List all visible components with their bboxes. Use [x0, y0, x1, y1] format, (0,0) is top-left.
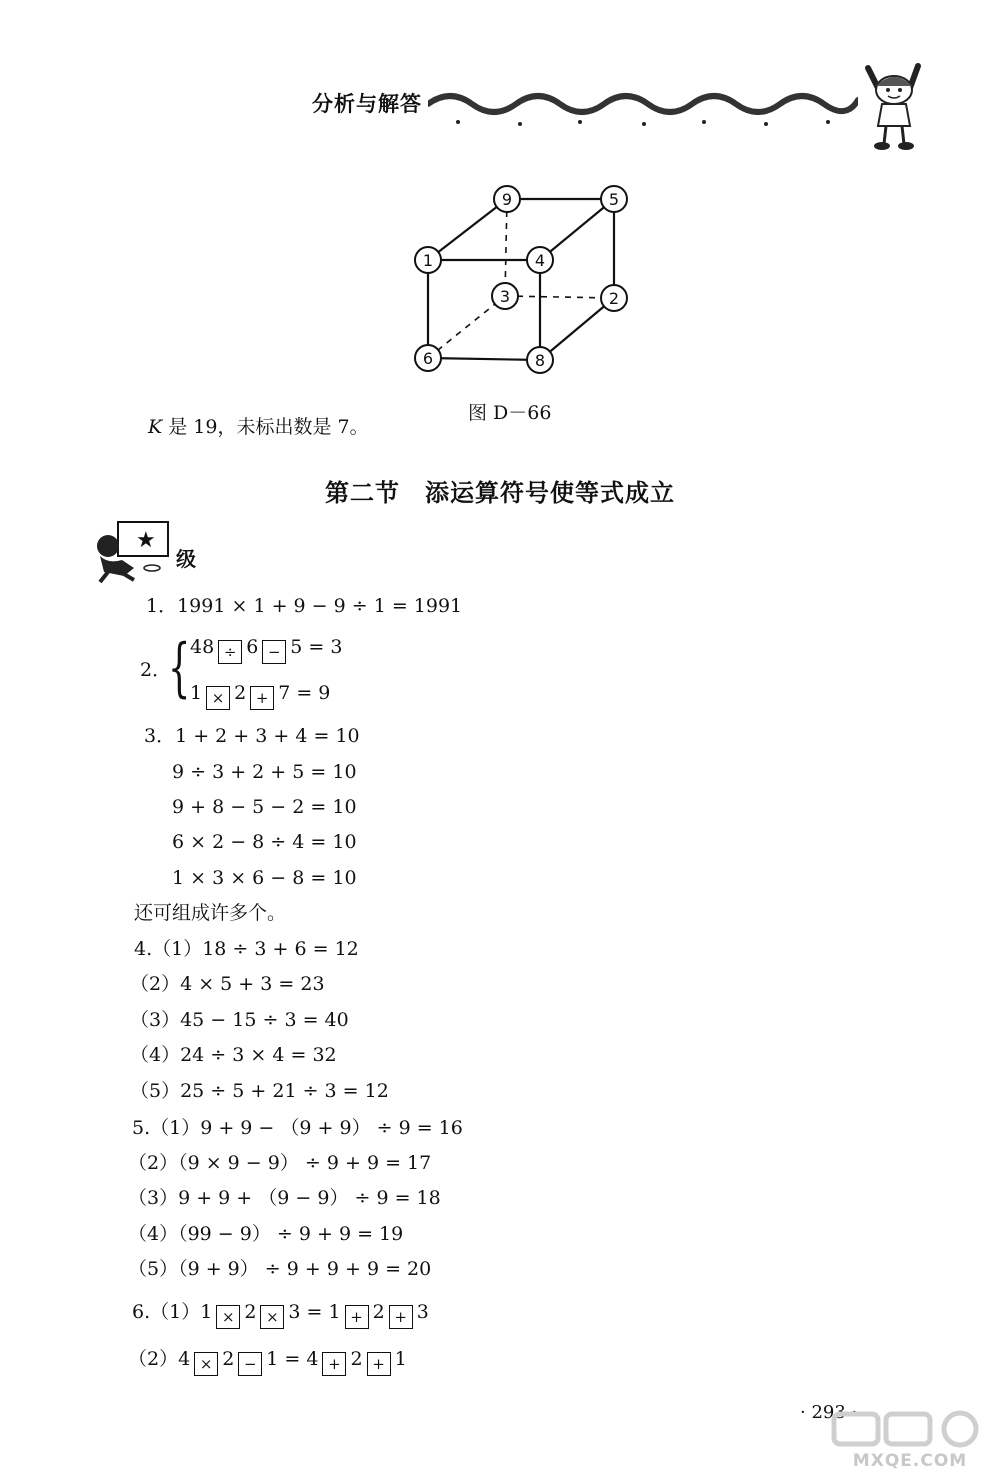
mascot-girl-icon: [858, 58, 930, 154]
k-variable: K: [148, 416, 163, 438]
answer-box: ×: [194, 1352, 218, 1376]
problem-4-line: （3）45 − 15 ÷ 3 = 40: [130, 1009, 349, 1031]
problem-3-line: 6 × 2 − 8 ÷ 4 = 10: [172, 831, 357, 853]
answer-box: +: [250, 686, 274, 710]
problem-3-line: 3．1 + 2 + 3 + 4 = 10: [144, 725, 360, 747]
operand: 6: [246, 636, 259, 658]
star-icon: ★: [136, 528, 156, 553]
figure-caption: 图 D－66: [468, 402, 552, 424]
node-label: 4: [534, 251, 546, 270]
problem-3-note: 还可组成许多个。: [134, 902, 287, 924]
wave-decoration: [428, 82, 858, 132]
answer-box: +: [389, 1305, 413, 1329]
k-answer: [148, 418, 369, 437]
answer-box: ×: [260, 1305, 284, 1329]
problem-2-row-1: [190, 638, 342, 664]
operand: 2: [372, 1301, 385, 1323]
problem-4-line: （2）4 × 5 + 3 = 23: [130, 973, 325, 995]
node-label: 1: [422, 251, 434, 270]
operand: 7 = 9: [278, 682, 331, 704]
problem-4-line: 4.（1）18 ÷ 3 + 6 = 12: [134, 938, 359, 960]
node-label: 6: [422, 349, 434, 368]
answer-box: ÷: [218, 640, 242, 664]
answer-box: −: [262, 640, 286, 664]
problem-5-line: （4）（99 − 9） ÷ 9 + 9 = 19: [128, 1223, 404, 1245]
answer-box: −: [238, 1352, 262, 1376]
operand: 1: [394, 1348, 407, 1370]
node-label: 3: [499, 287, 511, 306]
operand: 2: [222, 1348, 235, 1370]
problem-3-line: 1 × 3 × 6 − 8 = 10: [172, 867, 357, 889]
problem-6-row-1: [132, 1303, 429, 1329]
answer-box: +: [322, 1352, 346, 1376]
page-number: · 293 ·: [800, 1402, 858, 1423]
section-title: 第二节 添运算符号使等式成立: [325, 478, 675, 507]
reading-figure-icon: [94, 520, 174, 584]
operand: 2: [350, 1348, 363, 1370]
problem-4-line: （4）24 ÷ 3 × 4 = 32: [130, 1044, 337, 1066]
problem-5-line: （5）（9 + 9） ÷ 9 + 9 + 9 = 20: [128, 1258, 432, 1280]
header-title: 分析与解答: [312, 92, 422, 116]
answer-box: +: [345, 1305, 369, 1329]
problem-5-line: 5.（1）9 + 9 − （9 + 9） ÷ 9 = 16: [132, 1117, 463, 1139]
operand: 1 = 4: [266, 1348, 319, 1370]
problem-1: 1．1991 × 1 + 9 − 9 ÷ 1 = 1991: [146, 595, 463, 617]
answer-box: ×: [206, 686, 230, 710]
node-label: 2: [608, 289, 620, 308]
problem-5-line: （2）（9 × 9 − 9） ÷ 9 + 9 = 17: [128, 1152, 432, 1174]
problem-5-line: （3）9 + 9 + （9 − 9） ÷ 9 = 18: [128, 1187, 441, 1209]
problem-2-number: 2．: [140, 659, 172, 681]
operand: 5 = 3: [290, 636, 343, 658]
problem-6-row-2: [128, 1350, 407, 1376]
node-label: 5: [608, 190, 620, 209]
operand: 48: [190, 636, 215, 658]
operand: （2）4: [128, 1348, 191, 1370]
answer-box: +: [367, 1352, 391, 1376]
operand: 3: [416, 1301, 429, 1323]
answer-box: ×: [216, 1305, 240, 1329]
watermark-logo: [828, 1410, 993, 1470]
operand: 2: [234, 682, 247, 704]
operand: 6.（1）1: [132, 1301, 213, 1323]
watermark-text: MXQE.COM: [852, 1451, 968, 1470]
node-label: 9: [501, 190, 513, 209]
node-label: 8: [534, 351, 546, 370]
operand: 3 = 1: [288, 1301, 341, 1323]
operand: 1: [190, 682, 203, 704]
operand: 2: [244, 1301, 257, 1323]
cube-diagram: [400, 180, 640, 380]
brace-icon: {: [168, 631, 191, 705]
problem-3-line: 9 + 8 − 5 − 2 = 10: [172, 796, 357, 818]
problem-2-row-2: [190, 684, 330, 710]
level-label: 级: [176, 547, 196, 571]
k-answer-text: 是 19，未标出数是 7。: [162, 416, 369, 438]
problem-4-line: （5）25 ÷ 5 + 21 ÷ 3 = 12: [130, 1080, 389, 1102]
problem-3-line: 9 ÷ 3 + 2 + 5 = 10: [172, 761, 357, 783]
